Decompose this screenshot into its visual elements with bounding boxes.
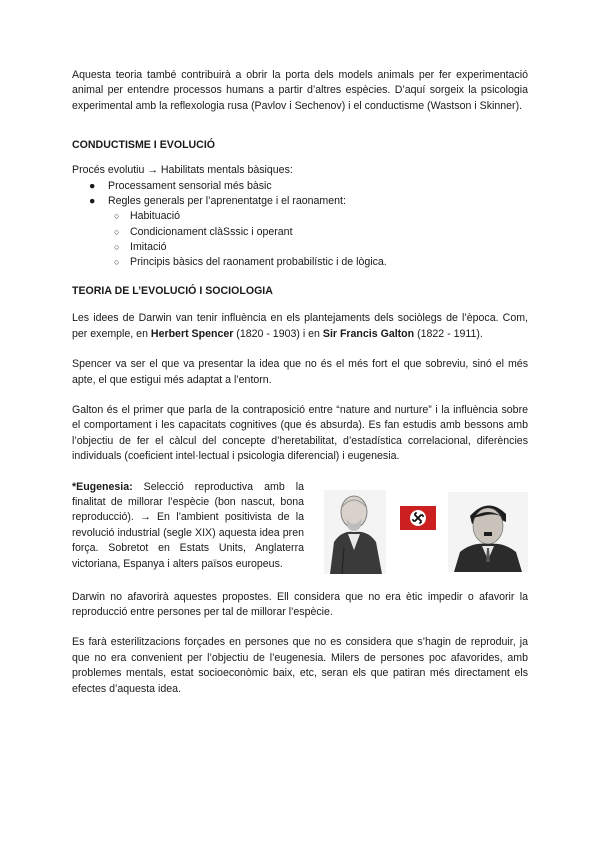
intro-paragraph: Aquesta teoria també contribuirà a obrir la porta dels models animals per fer experimentació animal per entendre processos humans a partir d’altres espècies. D’aquí sorgeix la psicologia experimental amb la reflexologia rusa (Pavlov i Sechenov) i el conductisme (Wastson i Skinner). (72, 69, 528, 112)
sub-list-item: ○ Habituació (114, 210, 181, 223)
sub-list (72, 209, 528, 270)
spencer-name: Herbert Spencer (150, 327, 234, 340)
eugenesia-label: *Eugenesia: (72, 480, 133, 493)
galton-name: Sir Francis Galton (322, 327, 415, 340)
proces-paragraph: Procés evolutiu → Habilitats mentals bàsiques: (72, 164, 293, 177)
galton-portrait-image (324, 490, 386, 574)
darwin-paragraph: Les idees de Darwin van tenir influència en els plantejaments dels sociòlegs de l’època. Com, per exemple, en Herbert Spencer (1820 - 1903) i en Sir Francis Galton (1822 - 1911). (72, 312, 528, 340)
swastika-flag-image (400, 506, 436, 530)
list-item: ● Regles generals per l’aprenentatge i el raonament: ○ Habituació ○ Condicionament clàSssic i operant ○ Imitació ○ Principis bàsics del raonament probabilístic i de lògica. (72, 194, 528, 270)
document-page (72, 68, 528, 697)
sub-list-item: ○ Imitació (114, 240, 167, 253)
bullet-list (72, 179, 528, 271)
sterilization-paragraph: Es farà esterilitzacions forçades en persones que no es considera que s’hagin de reproduir, ja que no era convenient per l’objectiu de l’eugenesia. Milers de persones poc afavorides, amb problemes mentals, estat socioeconòmic baix, etc, seran els que patiran més directament els efectes d’aquesta idea. (72, 636, 528, 695)
spencer-paragraph: Spencer va ser el que va presentar la idea que no és el més fort el que sobreviu, sinó el més apte, el que estigui més adaptat a l’entorn. (72, 358, 528, 386)
heading-teoria: TEORIA DE L’EVOLUCIÓ I SOCIOLOGIA (72, 285, 273, 298)
sub-list-item: ○ Condicionament clàSssic i operant (114, 225, 293, 238)
list-item: ● Processament sensorial més bàsic (89, 179, 272, 192)
eugenesia-text: *Eugenesia: Selecció reproductiva amb la finalitat de millorar l’espècie (bon nascut, bona reproducció). → En l’ambient positivista de la revolució industrial (segle XIX) aquesta idea pren força. Sobretot en Estats Units, Anglaterra victoriana, Espanya i alters països europeus. (72, 480, 304, 570)
heading-conductisme: CONDUCTISME I EVOLUCIÓ (72, 139, 216, 152)
hitler-portrait-image (448, 492, 528, 572)
sub-list-item: ○ Principis bàsics del raonament probabilístic i de lògica. (114, 256, 387, 269)
galton-paragraph: Galton és el primer que parla de la contraposició entre “nature and nurture” i la influència sobre el comportament i les capacitats cognitives (que és absurda). Es fan estudis amb bessons amb l’objectiu de fer el càlcul del concepte d’heretabilitat, d’estadística correlacional, diferències individuals (coeficient intel·lectual i psicologia diferencial) i eugenesia. (72, 404, 528, 463)
eugenesia-block (72, 480, 528, 584)
darwin-ethics-paragraph: Darwin no afavorirà aquestes propostes. Ell considera que no era ètic impedir o afavorir la reproducció entre persones per tal de millorar l’espècie. (72, 590, 528, 619)
